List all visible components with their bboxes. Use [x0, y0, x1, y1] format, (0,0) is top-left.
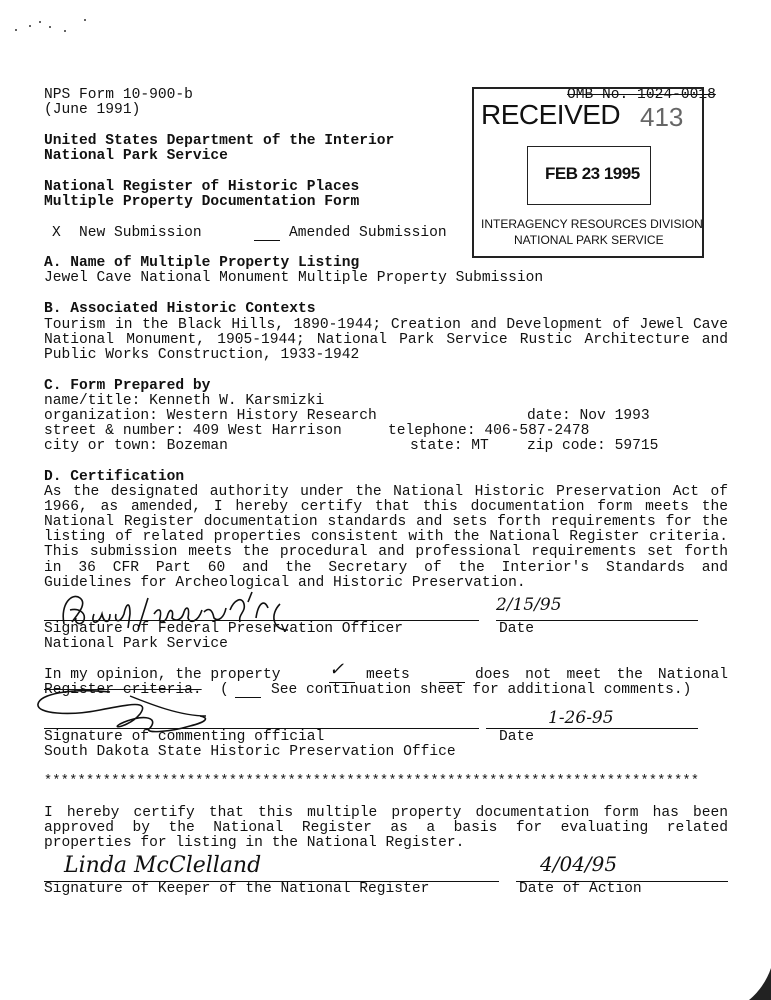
approval-line-3: properties for listing in the National Register.: [44, 835, 465, 851]
stamp-service: NATIONAL PARK SERVICE: [514, 233, 664, 247]
action-date-handwritten: 4/04/95: [540, 852, 618, 876]
prepared-telephone: telephone: 406-587-2478: [388, 423, 590, 439]
form-title: Multiple Property Documentation Form: [44, 194, 360, 210]
stamp-division: INTERAGENCY RESOURCES DIVISION: [481, 217, 703, 231]
opinion-paren: (: [220, 682, 229, 698]
opinion-meets: meets: [366, 667, 410, 683]
section-c-heading: C. Form Prepared by: [44, 378, 211, 394]
prepared-city: city or town: Bozeman: [44, 438, 228, 454]
certification-line-4: listing of related properties consistent with the National Register criteria.: [44, 529, 728, 545]
prepared-organization: organization: Western History Research: [44, 408, 377, 424]
prepared-name-title: name/title: Kenneth W. Karsmizki: [44, 393, 325, 409]
commenting-signature-label: Signature of commenting official: [44, 729, 325, 745]
federal-date-label: Date: [499, 621, 535, 637]
opinion-text-1: In my opinion, the property: [44, 667, 281, 683]
certification-line-7: Guidelines for Archeological and Historic Preservation.: [44, 575, 526, 591]
service-title: National Park Service: [44, 148, 228, 164]
commenting-date-label: Date: [499, 729, 535, 745]
stamp-date: FEB 23 1995: [545, 164, 640, 183]
approval-line-1: I hereby certify that this multiple property documentation form has been: [44, 805, 728, 821]
prepared-date: date: Nov 1993: [527, 408, 650, 424]
stamp-received-number: 413: [640, 102, 684, 132]
section-b-line-2: National Monument, 1905-1944; National Park Service Rustic Architecture and: [44, 332, 728, 348]
form-date: (June 1991): [44, 102, 141, 118]
amended-submission-label: Amended Submission: [289, 225, 447, 241]
scan-corner-mark: [745, 968, 771, 1000]
opinion-continuation: See continuation sheet for additional comments.): [271, 682, 692, 698]
new-submission-label: New Submission: [79, 225, 202, 241]
section-b-line-1: Tourism in the Black Hills, 1890-1944; Creation and Development of Jewel Cave: [44, 317, 728, 333]
certification-line-3: National Register documentation standards and sets forth requirements for the: [44, 514, 728, 530]
prepared-street: street & number: 409 West Harrison: [44, 423, 342, 439]
commenting-organization: South Dakota State Historic Preservation Office: [44, 744, 456, 760]
approval-line-2: approved by the National Register as a basis for evaluating related: [44, 820, 728, 836]
form-number: NPS Form 10-900-b: [44, 87, 193, 103]
keeper-signature-label: Signature of Keeper of the National Register: [44, 881, 430, 897]
section-d-heading: D. Certification: [44, 469, 185, 485]
opinion-does-not-meet: does not meet the National: [475, 667, 728, 683]
certification-line-5: This submission meets the procedural and professional requirements set forth: [44, 544, 728, 560]
certification-line-6: in 36 CFR Part 60 and the Secretary of the Interior's Standards and: [44, 560, 728, 576]
federal-signature-label: Signature of Federal Preservation Officer: [44, 621, 404, 637]
amended-blank: [254, 240, 280, 241]
section-b-line-3: Public Works Construction, 1933-1942: [44, 347, 360, 363]
section-a-heading: A. Name of Multiple Property Listing: [44, 255, 360, 271]
meets-checkmark: ✓: [329, 659, 345, 680]
federal-date-handwritten: 2/15/95: [496, 595, 562, 615]
certification-line-1: As the designated authority under the National Historic Preservation Act of: [44, 484, 728, 500]
department-title: United States Department of the Interior: [44, 133, 395, 149]
omb-number: OMB No. 1024-0018: [567, 87, 716, 103]
commenting-date-handwritten: 1-26-95: [548, 708, 614, 728]
stamp-received: RECEIVED: [481, 99, 621, 130]
section-b-heading: B. Associated Historic Contexts: [44, 301, 316, 317]
asterisk-separator: ******************************************************************************: [44, 774, 700, 789]
register-title: National Register of Historic Places: [44, 179, 360, 195]
section-a-text: Jewel Cave National Monument Multiple Property Submission: [44, 270, 544, 286]
action-date-label: Date of Action: [519, 881, 642, 897]
scan-specks: [10, 12, 100, 37]
federal-organization: National Park Service: [44, 636, 228, 652]
keeper-signature-handwritten: Linda McClelland: [64, 853, 262, 878]
prepared-zip: zip code: 59715: [527, 438, 659, 454]
certification-line-2: 1966, as amended, I hereby certify that this documentation form meets the: [44, 499, 728, 515]
continuation-blank: [235, 697, 261, 698]
prepared-state: state: MT: [410, 438, 489, 454]
new-submission-mark: X: [52, 225, 61, 241]
opinion-register-criteria: Register criteria.: [44, 682, 202, 698]
